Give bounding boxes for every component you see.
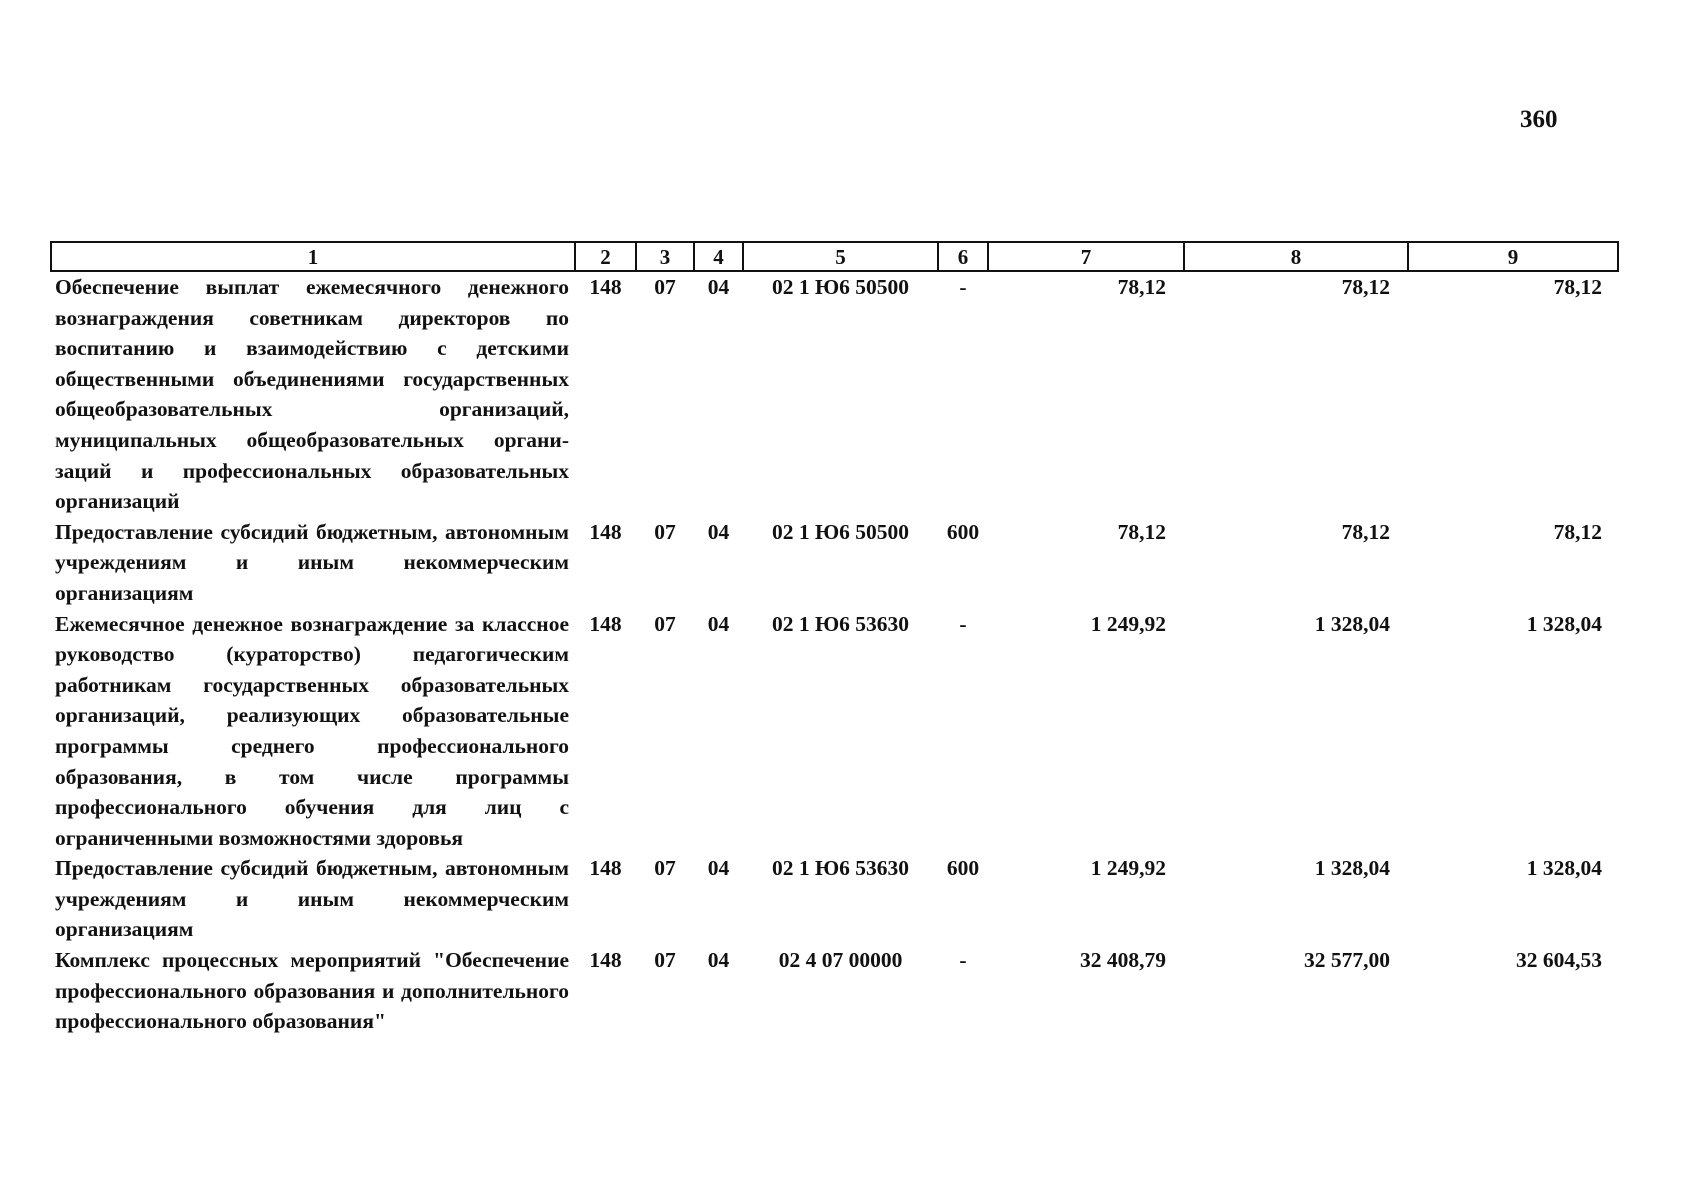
row-subsection: 04 [707, 611, 730, 636]
row-section: 07 [654, 519, 676, 544]
column-header: 5 [743, 242, 938, 271]
row-subsection: 04 [707, 856, 730, 881]
row-target-article: 02 1 Ю6 50500 [771, 519, 910, 544]
row-sum-year1: 78,12 [1117, 519, 1166, 544]
column-header: 2 [575, 242, 636, 271]
column-header: 8 [1184, 242, 1408, 271]
column-header: 6 [938, 242, 988, 271]
row-expense-type: - [959, 611, 967, 636]
table-header-row [51, 242, 1618, 271]
row-sum-year2: 78,12 [1341, 275, 1390, 299]
row-expense-type: - [959, 275, 967, 299]
budget-table [50, 241, 1619, 1037]
row-sum-year3: 32 604,53 [1516, 948, 1602, 973]
row-expense-type: - [959, 948, 967, 973]
row-name: Обеспечение выплат ежемесячного денежного вознаграждения советникам директоров по воспитанию и взаимодействию с детскими общественными объединениями государственных общеобразовательных организаций, муниципальных общеобразовательных организаций и профессиональных образовательных организаций [55, 275, 569, 514]
row-grbs: 148 [589, 948, 622, 973]
row-name: Предоставление субсидий бюджетным, автономным учреждениям и иным некоммерческим организациям [55, 856, 569, 942]
table-row [51, 271, 1618, 517]
row-subsection: 04 [707, 275, 730, 299]
row-target-article: 02 4 07 00000 [778, 948, 903, 973]
row-section: 07 [654, 856, 676, 881]
row-sum-year2: 1 328,04 [1314, 611, 1390, 636]
row-target-article: 02 1 Ю6 50500 [771, 275, 910, 299]
column-header: 7 [988, 242, 1184, 271]
row-sum-year3: 1 328,04 [1526, 611, 1602, 636]
row-expense-type: 600 [946, 519, 980, 544]
row-sum-year1: 78,12 [1117, 275, 1166, 299]
row-grbs: 148 [589, 856, 622, 881]
row-target-article: 02 1 Ю6 53630 [771, 856, 910, 881]
row-sum-year2: 78,12 [1341, 519, 1390, 544]
row-target-article: 02 1 Ю6 53630 [771, 611, 910, 636]
column-header: 3 [636, 242, 694, 271]
row-grbs: 148 [589, 611, 622, 636]
row-grbs: 148 [589, 275, 622, 299]
row-sum-year2: 32 577,00 [1304, 948, 1390, 973]
row-subsection: 04 [707, 519, 730, 544]
row-sum-year3: 1 328,04 [1526, 856, 1602, 881]
row-grbs: 148 [589, 519, 622, 544]
row-sum-year3: 78,12 [1553, 519, 1602, 544]
table-row [51, 853, 1618, 945]
table-row [51, 945, 1618, 1037]
row-sum-year1: 1 249,92 [1090, 856, 1166, 881]
row-section: 07 [654, 611, 676, 636]
table-row [51, 517, 1618, 609]
row-name: Комплекс процессных мероприятий "Обеспечение профессионального образования и дополнительного профессионального образования" [55, 948, 569, 1034]
row-sum-year2: 1 328,04 [1314, 856, 1390, 881]
table-row [51, 609, 1618, 854]
column-header: 9 [1408, 242, 1618, 271]
row-sum-year3: 78,12 [1553, 275, 1602, 299]
column-header: 1 [51, 242, 575, 271]
row-name: Предоставление субсидий бюджетным, автономным учреждениям и иным некоммерческим организациям [55, 519, 569, 605]
column-header: 4 [694, 242, 743, 271]
row-subsection: 04 [707, 948, 730, 973]
row-name: Ежемесячное денежное вознаграждение за классное руководство (кураторство) педагогическим работникам государственных образовательных организаций, реализующих образовательные программы среднего профессионального образования, в том числе программы профессионального обучения для лиц с ограниченными возможностями здоровья [55, 611, 569, 850]
row-sum-year1: 32 408,79 [1080, 948, 1166, 973]
page-number: 360 [1520, 106, 1558, 133]
row-sum-year1: 1 249,92 [1090, 611, 1166, 636]
row-section: 07 [654, 275, 676, 299]
row-expense-type: 600 [946, 856, 980, 881]
row-section: 07 [654, 948, 676, 973]
